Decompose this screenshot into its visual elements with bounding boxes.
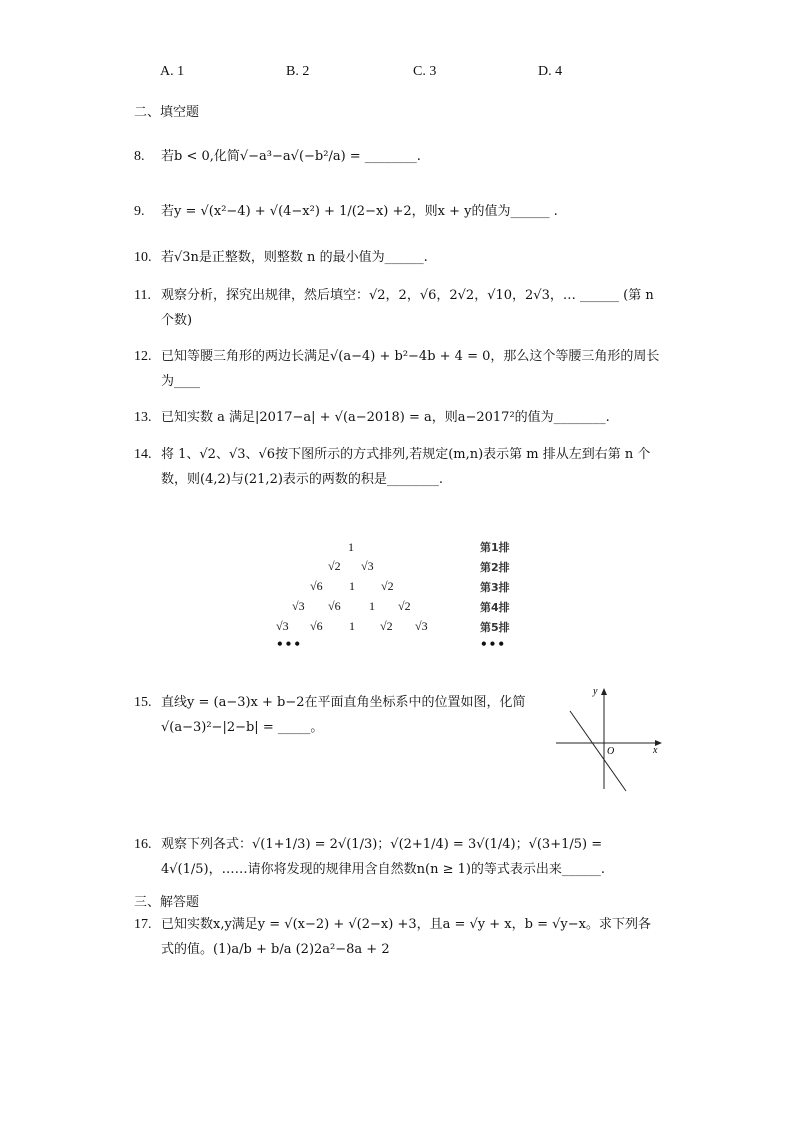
option-a: A. 1 — [160, 64, 185, 79]
section-answer-heading: 三、解答题 — [134, 895, 200, 910]
labels-ellipsis: ••• — [480, 637, 507, 651]
triangle-number: √6 — [328, 599, 341, 613]
triangle-number: √2 — [328, 559, 341, 573]
question-number: 11. — [134, 288, 151, 303]
row-label: 第5排 — [480, 621, 510, 634]
question-number: 8. — [134, 149, 145, 164]
triangle-number: 1 — [369, 599, 375, 613]
question-text: 将 1、√2、√3、√6按下图所示的方式排列,若规定(m,n)表示第 m 排从左到右第 n 个数，则(4,2)与(21,2)表示的两数的积是________. — [161, 447, 651, 487]
x-axis-label: x — [653, 745, 658, 756]
question-number: 10. — [134, 250, 152, 265]
triangle-number: √2 — [398, 599, 411, 613]
triangle-number: √6 — [310, 579, 323, 593]
row-label: 第4排 — [480, 601, 510, 614]
triangle-ellipsis: ••• — [276, 637, 303, 651]
row-label: 第3排 — [480, 581, 510, 594]
y-axis-label: y — [593, 686, 598, 697]
triangle-number: √3 — [292, 599, 305, 613]
question-text: 已知实数x,y满足y = √(x−2) + √(2−x) +3，且a = √y + x，b = √y−x。求下列各式的值。(1)a/b + b/a (2)2a²−8a + 2 — [161, 917, 651, 957]
question-number: 16. — [134, 837, 152, 852]
question-number: 15. — [134, 695, 152, 710]
triangle-number: √6 — [310, 619, 323, 633]
question-number: 14. — [134, 447, 152, 462]
question-text: 若√3n是正整数，则整数 n 的最小值为______. — [161, 250, 428, 265]
question-text: 若y = √(x²−4) + √(4−x²) + 1/(2−x) +2，则x + y的值为______ . — [161, 204, 558, 219]
triangle-number: 1 — [349, 579, 355, 593]
question-text: 已知实数 a 满足|2017−a| + √(a−2018) = a，则a−2017²的值为________. — [161, 410, 610, 425]
question-number: 9. — [134, 204, 145, 219]
triangle-number: √3 — [415, 619, 428, 633]
question-text: 观察分析，探究出规律，然后填空：√2，2，√6，2√2，√10，2√3，… ______ (第 n 个数) — [161, 288, 654, 328]
question-text: 直线y = (a−3)x + b−2在平面直角坐标系中的位置如图，化简√(a−3)²−|2−b| = _____。 — [161, 695, 526, 735]
row-label: 第1排 — [480, 541, 510, 554]
origin-label: O — [607, 746, 615, 757]
y-axis-arrow-icon — [601, 688, 607, 695]
option-c: C. 3 — [413, 64, 437, 79]
section-fill-blank-heading: 二、填空题 — [134, 105, 200, 120]
row-label: 第2排 — [480, 561, 510, 574]
triangle-number: 1 — [348, 540, 354, 554]
triangle-number: √2 — [380, 619, 393, 633]
option-d: D. 4 — [538, 64, 563, 79]
triangle-number: 1 — [349, 619, 355, 633]
line-graph — [570, 711, 626, 791]
question-number: 17. — [134, 917, 152, 932]
question-text: 观察下列各式：√(1+1/3) = 2√(1/3)；√(2+1/4) = 3√(1/4)；√(3+1/5) = 4√(1/5)，……请你将发现的规律用含自然数n(n ≥ 1)的等式表示出来______. — [161, 837, 606, 877]
question-text: 若b < 0,化简√−a³−a√(−b²/a) = ________. — [161, 149, 421, 164]
coordinate-graph — [552, 683, 668, 795]
triangle-number: √3 — [276, 619, 289, 633]
question-number: 12. — [134, 349, 152, 364]
question-text: 已知等腰三角形的两边长满足√(a−4) + b²−4b + 4 = 0，那么这个等腰三角形的周长为____ — [161, 349, 660, 389]
question-number: 13. — [134, 410, 152, 425]
option-b: B. 2 — [286, 64, 310, 79]
triangle-number: √3 — [361, 559, 374, 573]
triangle-number: √2 — [381, 579, 394, 593]
